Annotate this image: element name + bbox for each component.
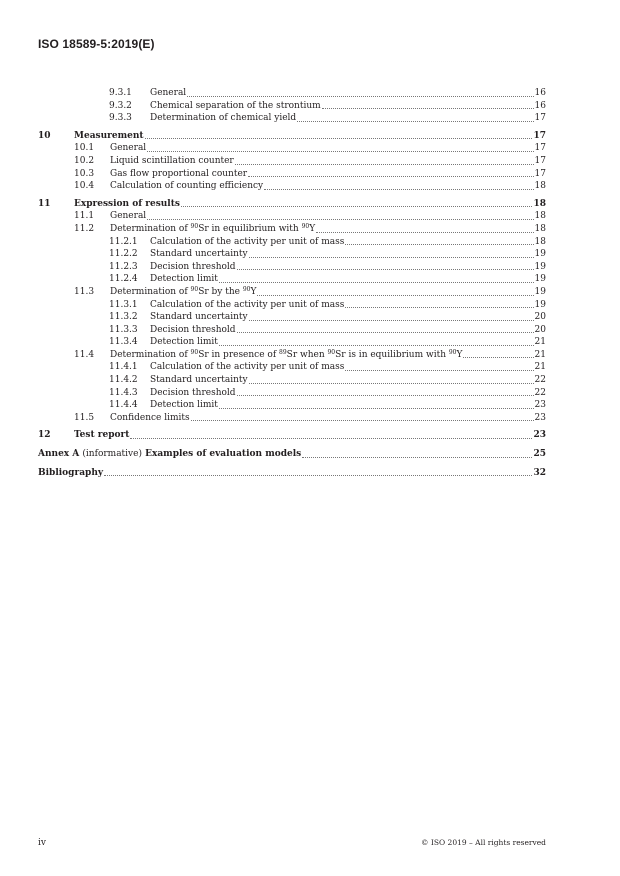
title-text: Y <box>309 223 316 234</box>
dot-leader <box>302 457 532 458</box>
title-text: Confidence limits <box>110 412 190 423</box>
title-text: Standard uncertainty <box>150 312 248 323</box>
title-text: Y <box>250 286 257 297</box>
title-text: Expression of results <box>74 198 180 209</box>
toc-entry-number: 11.3.3 <box>109 324 138 335</box>
dot-leader <box>219 282 534 283</box>
toc-entry-title <box>150 100 321 113</box>
dot-leader <box>191 420 534 421</box>
toc-entry[interactable] <box>38 130 546 143</box>
dot-leader <box>463 357 533 358</box>
toc-entry[interactable] <box>38 311 546 324</box>
title-text: Chemical separation of the strontium <box>150 100 321 111</box>
title-text: General <box>110 211 147 222</box>
toc-entry-title <box>38 448 301 461</box>
title-text: Liquid scintillation counter <box>110 155 234 166</box>
page-footer <box>38 838 546 848</box>
toc-entry-page: 18 <box>534 181 546 192</box>
toc-entry-number: 12 <box>38 430 51 441</box>
toc-entry-title <box>150 299 344 312</box>
toc-entry-page: 19 <box>534 249 546 260</box>
title-text: Determination of <box>110 223 191 234</box>
toc-entry-number: 11.1 <box>74 211 95 222</box>
toc-entry[interactable] <box>38 261 546 274</box>
title-text: Determination of <box>110 349 191 360</box>
toc-entry-title <box>110 223 315 236</box>
dot-leader <box>181 206 533 207</box>
toc-entry[interactable] <box>38 87 546 100</box>
title-text: Sr when <box>286 349 328 360</box>
toc-entry-number: 11.3.2 <box>109 312 138 323</box>
toc-entry-page: 18 <box>534 211 546 222</box>
title-text: Decision threshold <box>150 387 236 398</box>
dot-leader <box>345 244 533 245</box>
title-text: Sr by the <box>198 286 243 297</box>
annex-label: Annex A <box>38 449 80 460</box>
title-text: Standard uncertainty <box>150 249 248 260</box>
toc-entry-annex-a[interactable] <box>38 448 546 461</box>
toc-entry-number: 10.1 <box>74 143 95 154</box>
dot-leader <box>187 96 533 97</box>
title-text: Decision threshold <box>150 261 236 272</box>
toc-entry-page: 19 <box>534 274 546 285</box>
table-of-contents <box>38 87 546 479</box>
toc-entry-number: 11.4.3 <box>109 387 138 398</box>
toc-entry[interactable] <box>38 374 546 387</box>
title-text: Test report <box>74 430 130 441</box>
toc-entry-title <box>150 336 218 349</box>
toc-entry-title: Bibliography <box>38 467 104 478</box>
toc-entry-title <box>110 412 190 425</box>
toc-entry-number: 11 <box>38 198 51 209</box>
title-text: Determination of chemical yield <box>150 113 297 124</box>
toc-entry-number: 11.3.1 <box>109 299 138 310</box>
dot-leader <box>219 408 534 409</box>
toc-entry-number: 9.3.1 <box>109 88 132 98</box>
toc-entry-number: 11.4.1 <box>109 362 138 373</box>
isotope-mass-number: 90 <box>190 222 199 230</box>
toc-entry-page: 32 <box>533 467 546 478</box>
dot-leader <box>248 176 533 177</box>
toc-entry-title <box>110 168 247 181</box>
toc-entry[interactable] <box>38 387 546 400</box>
dot-leader <box>297 121 533 122</box>
toc-entry-page: 25 <box>533 449 546 460</box>
title-text: Decision threshold <box>150 324 236 335</box>
toc-entry-page: 16 <box>534 100 546 111</box>
dot-leader <box>237 269 534 270</box>
toc-entry-page: 21 <box>534 349 546 360</box>
dot-leader <box>264 189 533 190</box>
toc-entry-title <box>150 387 236 400</box>
title-text: Calculation of the activity per unit of mass <box>150 299 345 310</box>
toc-entry-title <box>150 324 236 337</box>
title-text: Sr in presence of <box>198 349 280 360</box>
dot-leader <box>257 295 533 296</box>
toc-entry[interactable] <box>38 399 546 412</box>
title-text: Calculation of the activity per unit of mass <box>150 236 345 247</box>
page-number: iv <box>38 838 46 848</box>
toc-entry-title <box>150 361 344 374</box>
toc-entry-number: 10.3 <box>74 168 95 179</box>
toc-entry-title <box>150 112 296 125</box>
toc-entry-page: 22 <box>534 375 546 386</box>
toc-entry[interactable] <box>38 223 546 236</box>
toc-entry-number: 11.3.4 <box>109 337 138 348</box>
toc-entry-title <box>150 261 236 274</box>
toc-entry[interactable] <box>38 349 546 362</box>
toc-entry-page: 19 <box>534 261 546 272</box>
toc-entry[interactable] <box>38 299 546 312</box>
dot-leader <box>130 438 532 439</box>
toc-entry[interactable] <box>38 180 546 193</box>
dot-leader <box>237 332 534 333</box>
toc-entry[interactable] <box>38 155 546 168</box>
toc-entry-number: 9.3.3 <box>109 113 132 124</box>
toc-entry-page: 16 <box>534 88 546 98</box>
toc-entry-number: 11.2 <box>74 223 95 234</box>
toc-entry-page: 19 <box>534 299 546 310</box>
isotope-mass-number: 90 <box>301 222 310 230</box>
toc-entry-page: 17 <box>533 130 546 141</box>
title-text: General <box>150 88 187 98</box>
toc-entry[interactable] <box>38 236 546 249</box>
dot-leader <box>249 257 534 258</box>
toc-entry-number: 10.4 <box>74 181 95 192</box>
toc-entry-page: 18 <box>533 198 546 209</box>
toc-entry-title <box>150 236 344 249</box>
dot-leader <box>249 383 534 384</box>
toc-entry-page: 17 <box>534 143 546 154</box>
title-text: Detection limit <box>150 337 218 348</box>
toc-entry[interactable] <box>38 100 546 113</box>
toc-entry-title <box>150 374 248 387</box>
dot-leader <box>316 232 533 233</box>
title-text: Detection limit <box>150 274 218 285</box>
title-text: Measurement <box>74 130 144 141</box>
toc-entry-page: 22 <box>534 387 546 398</box>
title-text: Sr in equilibrium with <box>198 223 302 234</box>
isotope-mass-number: 90 <box>242 285 251 293</box>
toc-entry-page: 17 <box>534 113 546 124</box>
toc-entry-number: 11.2.2 <box>109 249 138 260</box>
dot-leader <box>235 164 534 165</box>
toc-entry-page: 20 <box>534 312 546 323</box>
toc-entry-title <box>74 130 144 143</box>
toc-entry-page: 18 <box>534 223 546 234</box>
toc-entry-page: 23 <box>533 430 546 441</box>
toc-entry-page: 17 <box>534 155 546 166</box>
toc-entry[interactable] <box>38 286 546 299</box>
toc-entry-title <box>150 87 186 100</box>
toc-entry[interactable] <box>38 273 546 286</box>
toc-entry-title <box>150 399 218 412</box>
toc-entry-title <box>110 142 146 155</box>
toc-entry-title <box>150 248 248 261</box>
toc-entry-number: 9.3.2 <box>109 100 132 111</box>
toc-entry[interactable] <box>38 412 546 425</box>
toc-entry[interactable] <box>38 210 546 223</box>
dot-leader <box>345 370 533 371</box>
dot-leader <box>249 320 534 321</box>
toc-entry-number: 11.4.2 <box>109 375 138 386</box>
toc-entry-number: 11.4.4 <box>109 400 138 411</box>
document-header: ISO 18589-5:2019(E) <box>38 37 155 51</box>
dot-leader <box>322 108 534 109</box>
toc-entry-page: 18 <box>534 236 546 247</box>
toc-entry-page: 21 <box>534 362 546 373</box>
toc-entry-title <box>110 349 462 362</box>
copyright-notice: © ISO 2019 – All rights reserved <box>421 838 546 847</box>
title-text: Calculation of the activity per unit of mass <box>150 362 345 373</box>
toc-entry[interactable] <box>38 336 546 349</box>
isotope-mass-number: 90 <box>327 348 336 356</box>
isotope-mass-number: 89 <box>279 348 287 356</box>
dot-leader <box>219 345 534 346</box>
toc-entry[interactable] <box>38 248 546 261</box>
toc-entry-title <box>74 429 129 442</box>
isotope-mass-number: 90 <box>190 285 199 293</box>
toc-entry[interactable] <box>38 361 546 374</box>
toc-entry-number: 11.5 <box>74 412 95 423</box>
toc-entry-number: 11.4 <box>74 349 95 360</box>
toc-entry-number: 11.2.4 <box>109 274 138 285</box>
title-text: Calculation of counting efficiency <box>110 181 264 192</box>
toc-entry[interactable] <box>38 198 546 211</box>
toc-entry-title <box>74 198 180 211</box>
dot-leader <box>104 475 532 476</box>
toc-entry-number: 10.2 <box>74 155 95 166</box>
title-text: Detection limit <box>150 400 218 411</box>
toc-entry-title <box>110 286 256 299</box>
isotope-mass-number: 90 <box>190 348 199 356</box>
toc-entry[interactable] <box>38 429 546 442</box>
toc-entry-title <box>110 180 263 193</box>
toc-entry-title <box>150 273 218 286</box>
toc-entry[interactable] <box>38 168 546 181</box>
toc-entry[interactable] <box>38 324 546 337</box>
toc-entry[interactable] <box>38 112 546 125</box>
dot-leader <box>147 151 533 152</box>
annex-title: Examples of evaluation models <box>145 449 302 460</box>
title-text: Standard uncertainty <box>150 375 248 386</box>
toc-entry-number: 11.3 <box>74 286 95 297</box>
toc-entry-page: 19 <box>534 286 546 297</box>
toc-entry-number: 11.2.3 <box>109 261 138 272</box>
dot-leader <box>345 307 533 308</box>
isotope-mass-number: 90 <box>448 348 457 356</box>
toc-entry-title <box>110 210 146 223</box>
toc-entry-page: 23 <box>534 400 546 411</box>
annex-note: (informative) <box>82 449 142 460</box>
toc-entry-number: 11.2.1 <box>109 236 138 247</box>
title-text: Sr is in equilibrium with <box>335 349 449 360</box>
dot-leader <box>237 395 534 396</box>
title-text: General <box>110 143 147 154</box>
dot-leader <box>147 219 533 220</box>
title-text: Gas flow proportional counter <box>110 168 248 179</box>
dot-leader <box>145 138 533 139</box>
toc-entry-page: 21 <box>534 337 546 348</box>
toc-entry-number: 10 <box>38 130 51 141</box>
toc-entry-title <box>150 311 248 324</box>
toc-entry-title <box>110 155 234 168</box>
toc-entry[interactable] <box>38 142 546 155</box>
toc-entry-page: 20 <box>534 324 546 335</box>
toc-entry-page: 23 <box>534 412 546 423</box>
title-text: Determination of <box>110 286 191 297</box>
toc-entry-page: 17 <box>534 168 546 179</box>
toc-entry-bibliography[interactable] <box>38 467 546 480</box>
title-text: Y <box>456 349 463 360</box>
